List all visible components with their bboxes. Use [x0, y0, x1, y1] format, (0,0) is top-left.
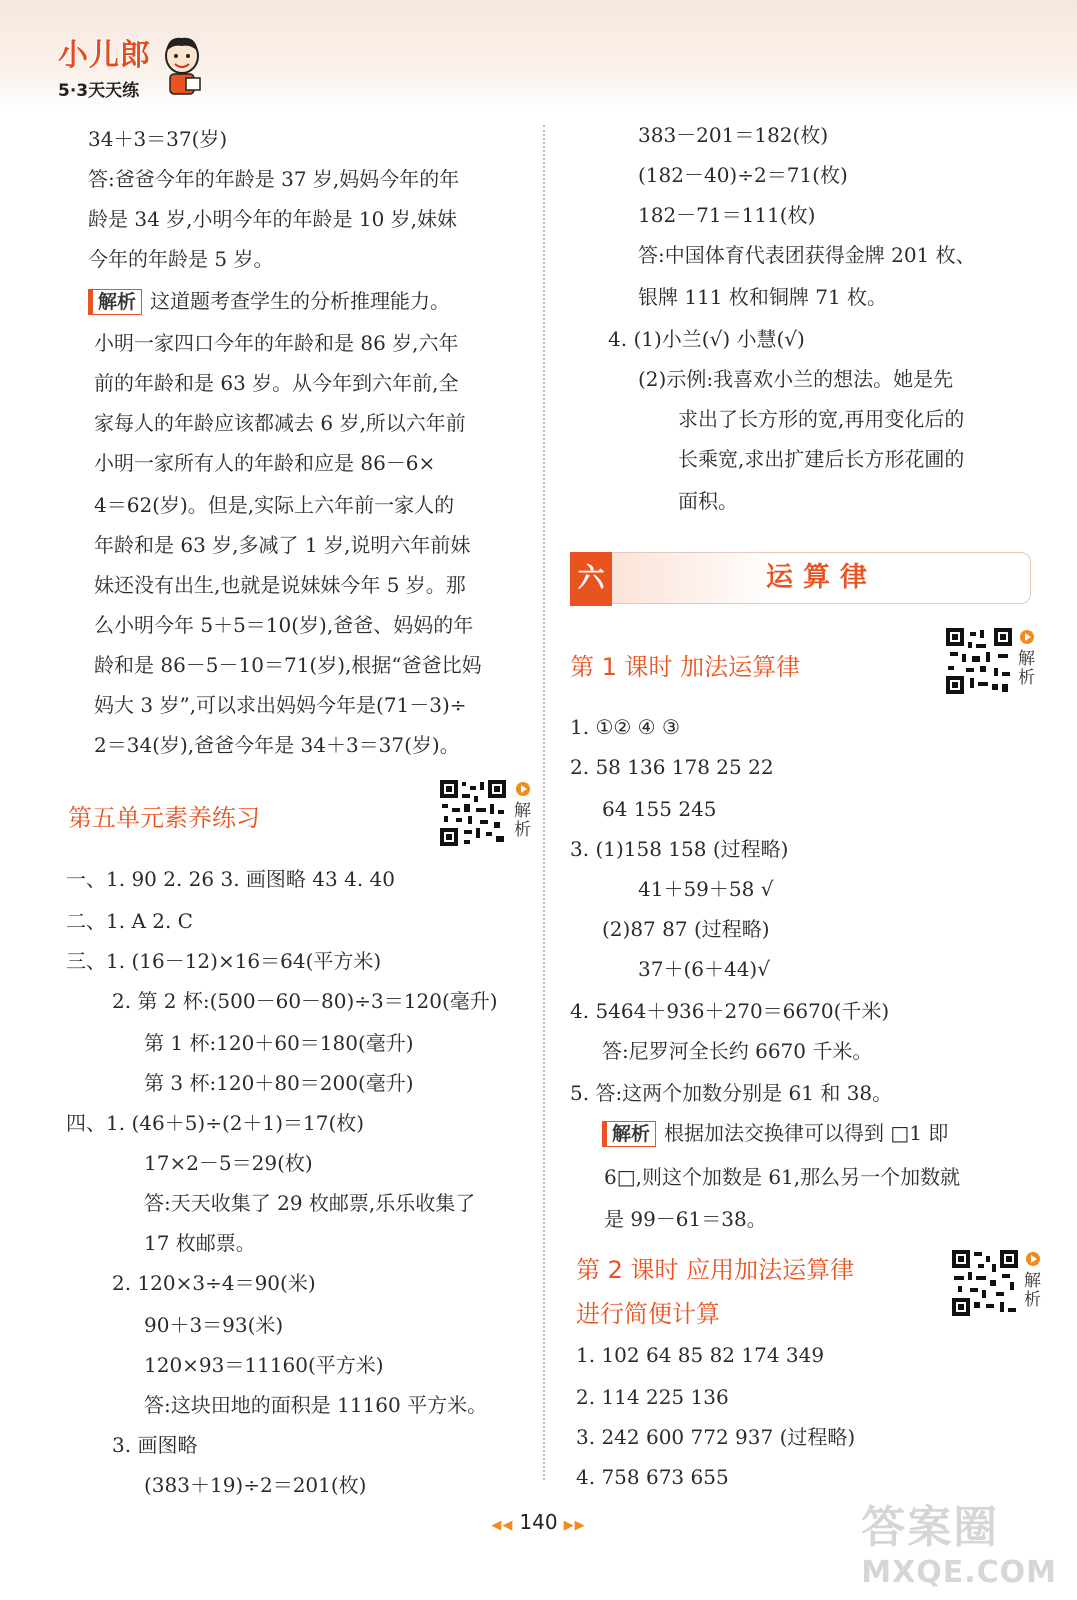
analysis-line: 么小明今年 5＋5＝10(岁),爸爸、妈妈的年: [94, 613, 474, 637]
analysis-line: 年龄和是 63 岁,多减了 1 岁,说明六年前妹: [94, 533, 471, 557]
answer-line: 17 枚邮票。: [144, 1231, 256, 1255]
analysis-line: 龄和是 86－5－10＝71(岁),根据“爸爸比妈: [94, 653, 482, 677]
qr-code-icon[interactable]: [946, 628, 1012, 694]
answer-line: 41＋59＋58 √: [638, 877, 774, 901]
answer-line: 2. 120×3÷4＝90(米): [112, 1271, 316, 1295]
answer-line: (2)87 87 (过程略): [602, 917, 770, 941]
watermark-title: 答案圈: [861, 1502, 1000, 1553]
mascot-icon: [158, 34, 206, 102]
answer-line: 四、1. (46＋5)÷(2＋1)＝17(枚): [66, 1111, 365, 1135]
play-icon[interactable]: [1020, 630, 1034, 644]
answer-line: 182－71＝111(枚): [638, 203, 816, 227]
answer-line: 5. 答:这两个加数分别是 61 和 38。: [570, 1081, 893, 1105]
lesson-title: 第 2 课时 应用加法运算律: [576, 1256, 855, 1284]
brand-title: 小儿郎: [58, 38, 151, 73]
analysis-line: 妈大 3 岁”,可以求出妈妈今年是(71－3)÷: [94, 693, 467, 717]
section-title: 第五单元素养练习: [68, 804, 260, 832]
answer-line: 答:天天收集了 29 枚邮票,乐乐收集了: [144, 1191, 476, 1215]
analysis-tag: 解析: [88, 289, 142, 315]
qr-label: 解析: [514, 801, 531, 840]
watermark-url: MXQE.COM: [861, 1555, 1057, 1590]
answer-line: 二、1. A 2. C: [66, 909, 193, 933]
lesson-title: 第 1 课时 加法运算律: [570, 653, 801, 681]
answer-line: 答:中国体育代表团获得金牌 201 枚、: [638, 243, 976, 267]
brand-series: 5·3天天练: [58, 81, 140, 101]
answer-line: 答:爸爸今年的年龄是 37 岁,妈妈今年的年: [88, 167, 460, 191]
qr-label: 解析: [1018, 649, 1035, 688]
answer-line: 求出了长方形的宽,再用变化后的: [678, 407, 965, 431]
analysis-line: 4＝62(岁)。但是,实际上六年前一家人的: [94, 493, 455, 517]
analysis-block: [602, 1120, 948, 1147]
analysis-line: 前的年龄和是 63 岁。从今年到六年前,全: [94, 371, 459, 395]
answer-line: (182－40)÷2＝71(枚): [638, 163, 848, 187]
answer-line: 2. 第 2 杯:(500－60－80)÷3＝120(毫升): [112, 989, 498, 1013]
analysis-line: 是 99－61＝38。: [604, 1207, 767, 1231]
answer-line: 一、1. 90 2. 26 3. 画图略 43 4. 40: [66, 867, 395, 891]
watermark: [861, 1491, 1057, 1590]
analysis-line: 妹还没有出生,也就是说妹妹今年 5 岁。那: [94, 573, 466, 597]
analysis-line: 家每人的年龄应该都减去 6 岁,所以六年前: [94, 411, 466, 435]
analysis-text: 根据加法交换律可以得到 □1 即: [664, 1121, 949, 1145]
unit-banner: [570, 552, 1033, 606]
answer-line: 今年的年龄是 5 岁。: [88, 247, 274, 271]
analysis-tag: 解析: [602, 1121, 656, 1147]
answer-line: 4. 758 673 655: [576, 1465, 729, 1489]
answer-line: 120×93＝11160(平方米): [144, 1353, 384, 1377]
answer-line: 第 1 杯:120＋60＝180(毫升): [144, 1031, 414, 1055]
answer-line: 3. 画图略: [112, 1433, 198, 1457]
answer-line: 17×2－5＝29(枚): [144, 1151, 313, 1175]
qr-code-icon[interactable]: [440, 780, 506, 846]
answer-line: 三、1. (16－12)×16＝64(平方米): [66, 949, 382, 973]
answer-line: 面积。: [678, 489, 738, 513]
analysis-line: 2＝34(岁),爸爸今年是 34＋3＝37(岁)。: [94, 733, 460, 757]
answer-line: (2)示例:我喜欢小兰的想法。她是先: [638, 367, 954, 391]
answer-line: 第 3 杯:120＋80＝200(毫升): [144, 1071, 414, 1095]
answer-line: 2. 58 136 178 25 22: [570, 755, 774, 779]
lesson-title-cont: 进行简便计算: [576, 1300, 720, 1328]
analysis-text: 这道题考查学生的分析推理能力。: [150, 289, 451, 313]
analysis-line: 小明一家所有人的年龄和应是 86－6×: [94, 451, 436, 475]
page-number: 140: [519, 1510, 558, 1534]
play-icon[interactable]: [516, 782, 530, 796]
answer-line: 90＋3＝93(米): [144, 1313, 284, 1337]
unit-title: 运算律: [766, 562, 877, 593]
column-divider: [543, 125, 545, 1480]
unit-number: 六: [570, 552, 612, 606]
answer-line: 64 155 245: [602, 797, 717, 821]
answer-line: 3. (1)158 158 (过程略): [570, 837, 789, 861]
answer-line: 答:这块田地的面积是 11160 平方米。: [144, 1393, 488, 1417]
answer-line: 2. 114 225 136: [576, 1385, 729, 1409]
answer-line: 4. 5464＋936＋270＝6670(千米): [570, 999, 890, 1023]
analysis-line: 6□,则这个加数是 61,那么另一个加数就: [604, 1165, 961, 1189]
next-page-icon[interactable]: ▶▶: [563, 1518, 586, 1533]
answer-line: 1. ①② ④ ③: [570, 715, 680, 739]
qr-code-icon[interactable]: [952, 1250, 1018, 1316]
answer-line: 37＋(6＋44)√: [638, 957, 770, 981]
analysis-block: [88, 288, 450, 315]
answer-line: 383－201＝182(枚): [638, 123, 829, 147]
analysis-line: 小明一家四口今年的年龄和是 86 岁,六年: [94, 331, 459, 355]
answer-line: 4. (1)小兰(√) 小慧(√): [608, 327, 805, 351]
answer-line: 长乘宽,求出扩建后长方形花圃的: [678, 447, 965, 471]
answer-line: 34＋3＝37(岁): [88, 127, 228, 151]
answer-line: 银牌 111 枚和铜牌 71 枚。: [638, 285, 888, 309]
play-icon[interactable]: [1026, 1252, 1040, 1266]
answer-line: 3. 242 600 772 937 (过程略): [576, 1425, 856, 1449]
prev-page-icon[interactable]: ◀◀: [491, 1518, 514, 1533]
qr-label: 解析: [1024, 1271, 1041, 1310]
answer-line: (383＋19)÷2＝201(枚): [144, 1473, 367, 1497]
answer-line: 1. 102 64 85 82 174 349: [576, 1343, 825, 1367]
brand-logo: [58, 30, 151, 101]
answer-line: 龄是 34 岁,小明今年的年龄是 10 岁,妹妹: [88, 207, 458, 231]
answer-line: 答:尼罗河全长约 6670 千米。: [602, 1039, 873, 1063]
